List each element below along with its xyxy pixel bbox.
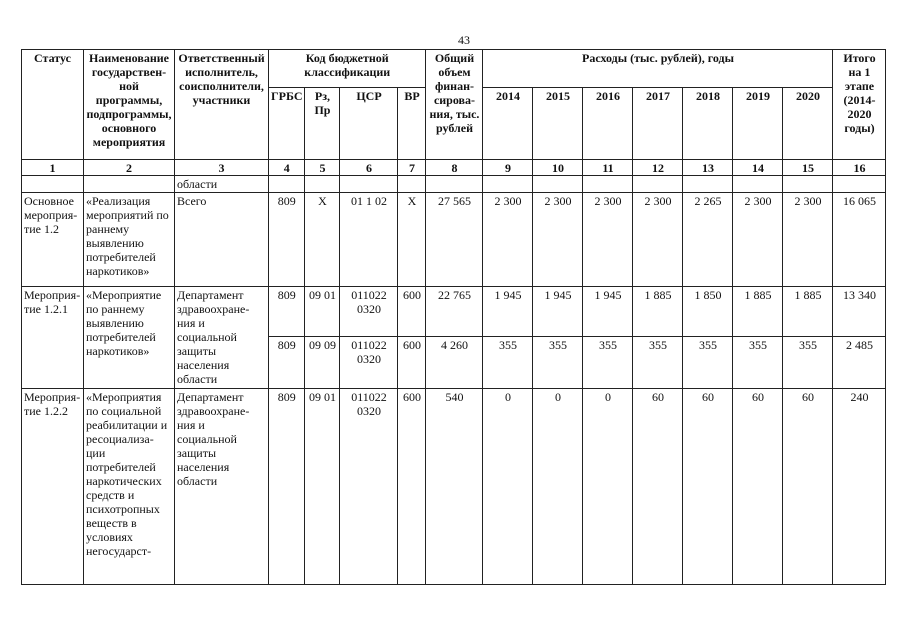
executor-cell: Всего: [175, 193, 269, 287]
header-status: Статус: [22, 50, 84, 160]
year-cell: 2 300: [633, 193, 683, 287]
header-budget-code: Код бюджетной классификации: [269, 50, 426, 88]
total-cell: 27 565: [426, 193, 483, 287]
stage-total-cell: 13 340: [833, 287, 886, 337]
csr-cell: 011022 0320: [340, 287, 398, 337]
rzpr-cell: 09 01: [305, 287, 340, 337]
grbs-cell: 809: [269, 287, 305, 337]
year-cell: 1 945: [583, 287, 633, 337]
total-cell: 540: [426, 389, 483, 585]
grbs-cell: 809: [269, 193, 305, 287]
header-year: 2018: [683, 88, 733, 160]
col-number: 12: [633, 160, 683, 176]
header-year: 2017: [633, 88, 683, 160]
header-vr: ВР: [398, 88, 426, 160]
year-cell: 1 885: [783, 287, 833, 337]
header-executor: Ответственный исполнитель, соисполнители, участники: [175, 50, 269, 160]
header-year: 2016: [583, 88, 633, 160]
col-number: 11: [583, 160, 633, 176]
year-cell: 1 850: [683, 287, 733, 337]
header-name: Наименование государствен-ной программы, подпрограммы, основного мероприятия: [84, 50, 175, 160]
grbs-cell: 809: [269, 389, 305, 585]
col-number: 4: [269, 160, 305, 176]
page-number: 43: [458, 33, 470, 47]
stage-total-cell: 240: [833, 389, 886, 585]
year-cell: 355: [533, 337, 583, 389]
col-number: 7: [398, 160, 426, 176]
status-cell: Мероприя-тие 1.2.2: [22, 389, 84, 585]
total-cell: 4 260: [426, 337, 483, 389]
col-number: 2: [84, 160, 175, 176]
header-year: 2019: [733, 88, 783, 160]
year-cell: 60: [783, 389, 833, 585]
year-cell: 60: [683, 389, 733, 585]
header-expenses: Расходы (тыс. рублей), годы: [483, 50, 833, 88]
year-cell: 2 300: [583, 193, 633, 287]
column-number-row: [22, 160, 886, 176]
col-number: 3: [175, 160, 269, 176]
col-number: 16: [833, 160, 886, 176]
year-cell: 1 885: [733, 287, 783, 337]
rzpr-cell: 09 09: [305, 337, 340, 389]
year-cell: 2 265: [683, 193, 733, 287]
stage-total-cell: 2 485: [833, 337, 886, 389]
continuation-text: области: [175, 176, 269, 193]
year-cell: 355: [483, 337, 533, 389]
year-cell: 0: [483, 389, 533, 585]
header-rzpr: Рз, Пр: [305, 88, 340, 160]
year-cell: 355: [583, 337, 633, 389]
total-cell: 22 765: [426, 287, 483, 337]
vr-cell: 600: [398, 389, 426, 585]
csr-cell: 01 1 02: [340, 193, 398, 287]
executor-cell: Департамент здравоохране-ния и социальной защиты населения области: [175, 389, 269, 585]
name-cell: «Мероприятия по социальной реабилитации и ресоциализа-ции потребителей наркотических средств и психотропных веществ в условиях негосударст-: [84, 389, 175, 585]
year-cell: 0: [583, 389, 633, 585]
budget-table: [21, 49, 886, 585]
year-cell: 2 300: [783, 193, 833, 287]
col-number: 14: [733, 160, 783, 176]
year-cell: 355: [733, 337, 783, 389]
status-cell: Мероприя-тие 1.2.1: [22, 287, 84, 389]
year-cell: 2 300: [533, 193, 583, 287]
rzpr-cell: 09 01: [305, 389, 340, 585]
table-row: [22, 287, 886, 337]
vr-cell: 600: [398, 337, 426, 389]
year-cell: 2 300: [733, 193, 783, 287]
col-number: 10: [533, 160, 583, 176]
year-cell: 355: [633, 337, 683, 389]
continuation-row: [22, 176, 886, 193]
status-cell: Основное мероприя-тие 1.2: [22, 193, 84, 287]
header-grbs: ГРБС: [269, 88, 305, 160]
year-cell: 0: [533, 389, 583, 585]
year-cell: 2 300: [483, 193, 533, 287]
col-number: 5: [305, 160, 340, 176]
col-number: 8: [426, 160, 483, 176]
executor-cell: Департамент здравоохране-ния и социальной защиты населения области: [175, 287, 269, 389]
table-row: [22, 389, 886, 585]
csr-cell: 011022 0320: [340, 389, 398, 585]
col-number: 9: [483, 160, 533, 176]
name-cell: «Реализация мероприятий по раннему выявлению потребителей наркотиков»: [84, 193, 175, 287]
col-number: 13: [683, 160, 733, 176]
year-cell: 1 945: [533, 287, 583, 337]
year-cell: 1 945: [483, 287, 533, 337]
year-cell: 355: [783, 337, 833, 389]
vr-cell: 600: [398, 287, 426, 337]
stage-total-cell: 16 065: [833, 193, 886, 287]
table-row: [22, 193, 886, 287]
header-year: 2014: [483, 88, 533, 160]
grbs-cell: 809: [269, 337, 305, 389]
year-cell: 60: [633, 389, 683, 585]
vr-cell: Х: [398, 193, 426, 287]
header-year: 2020: [783, 88, 833, 160]
name-cell: «Мероприятие по раннему выявлению потребителей наркотиков»: [84, 287, 175, 389]
year-cell: 355: [683, 337, 733, 389]
year-cell: 1 885: [633, 287, 683, 337]
year-cell: 60: [733, 389, 783, 585]
header-total: Общий объем финан-сирова-ния, тыс. рублей: [426, 50, 483, 160]
header-year: 2015: [533, 88, 583, 160]
rzpr-cell: Х: [305, 193, 340, 287]
col-number: 1: [22, 160, 84, 176]
header-stage-total: Итого на 1 этапе (2014-2020 годы): [833, 50, 886, 160]
csr-cell: 011022 0320: [340, 337, 398, 389]
col-number: 6: [340, 160, 398, 176]
header-csr: ЦСР: [340, 88, 398, 160]
col-number: 15: [783, 160, 833, 176]
